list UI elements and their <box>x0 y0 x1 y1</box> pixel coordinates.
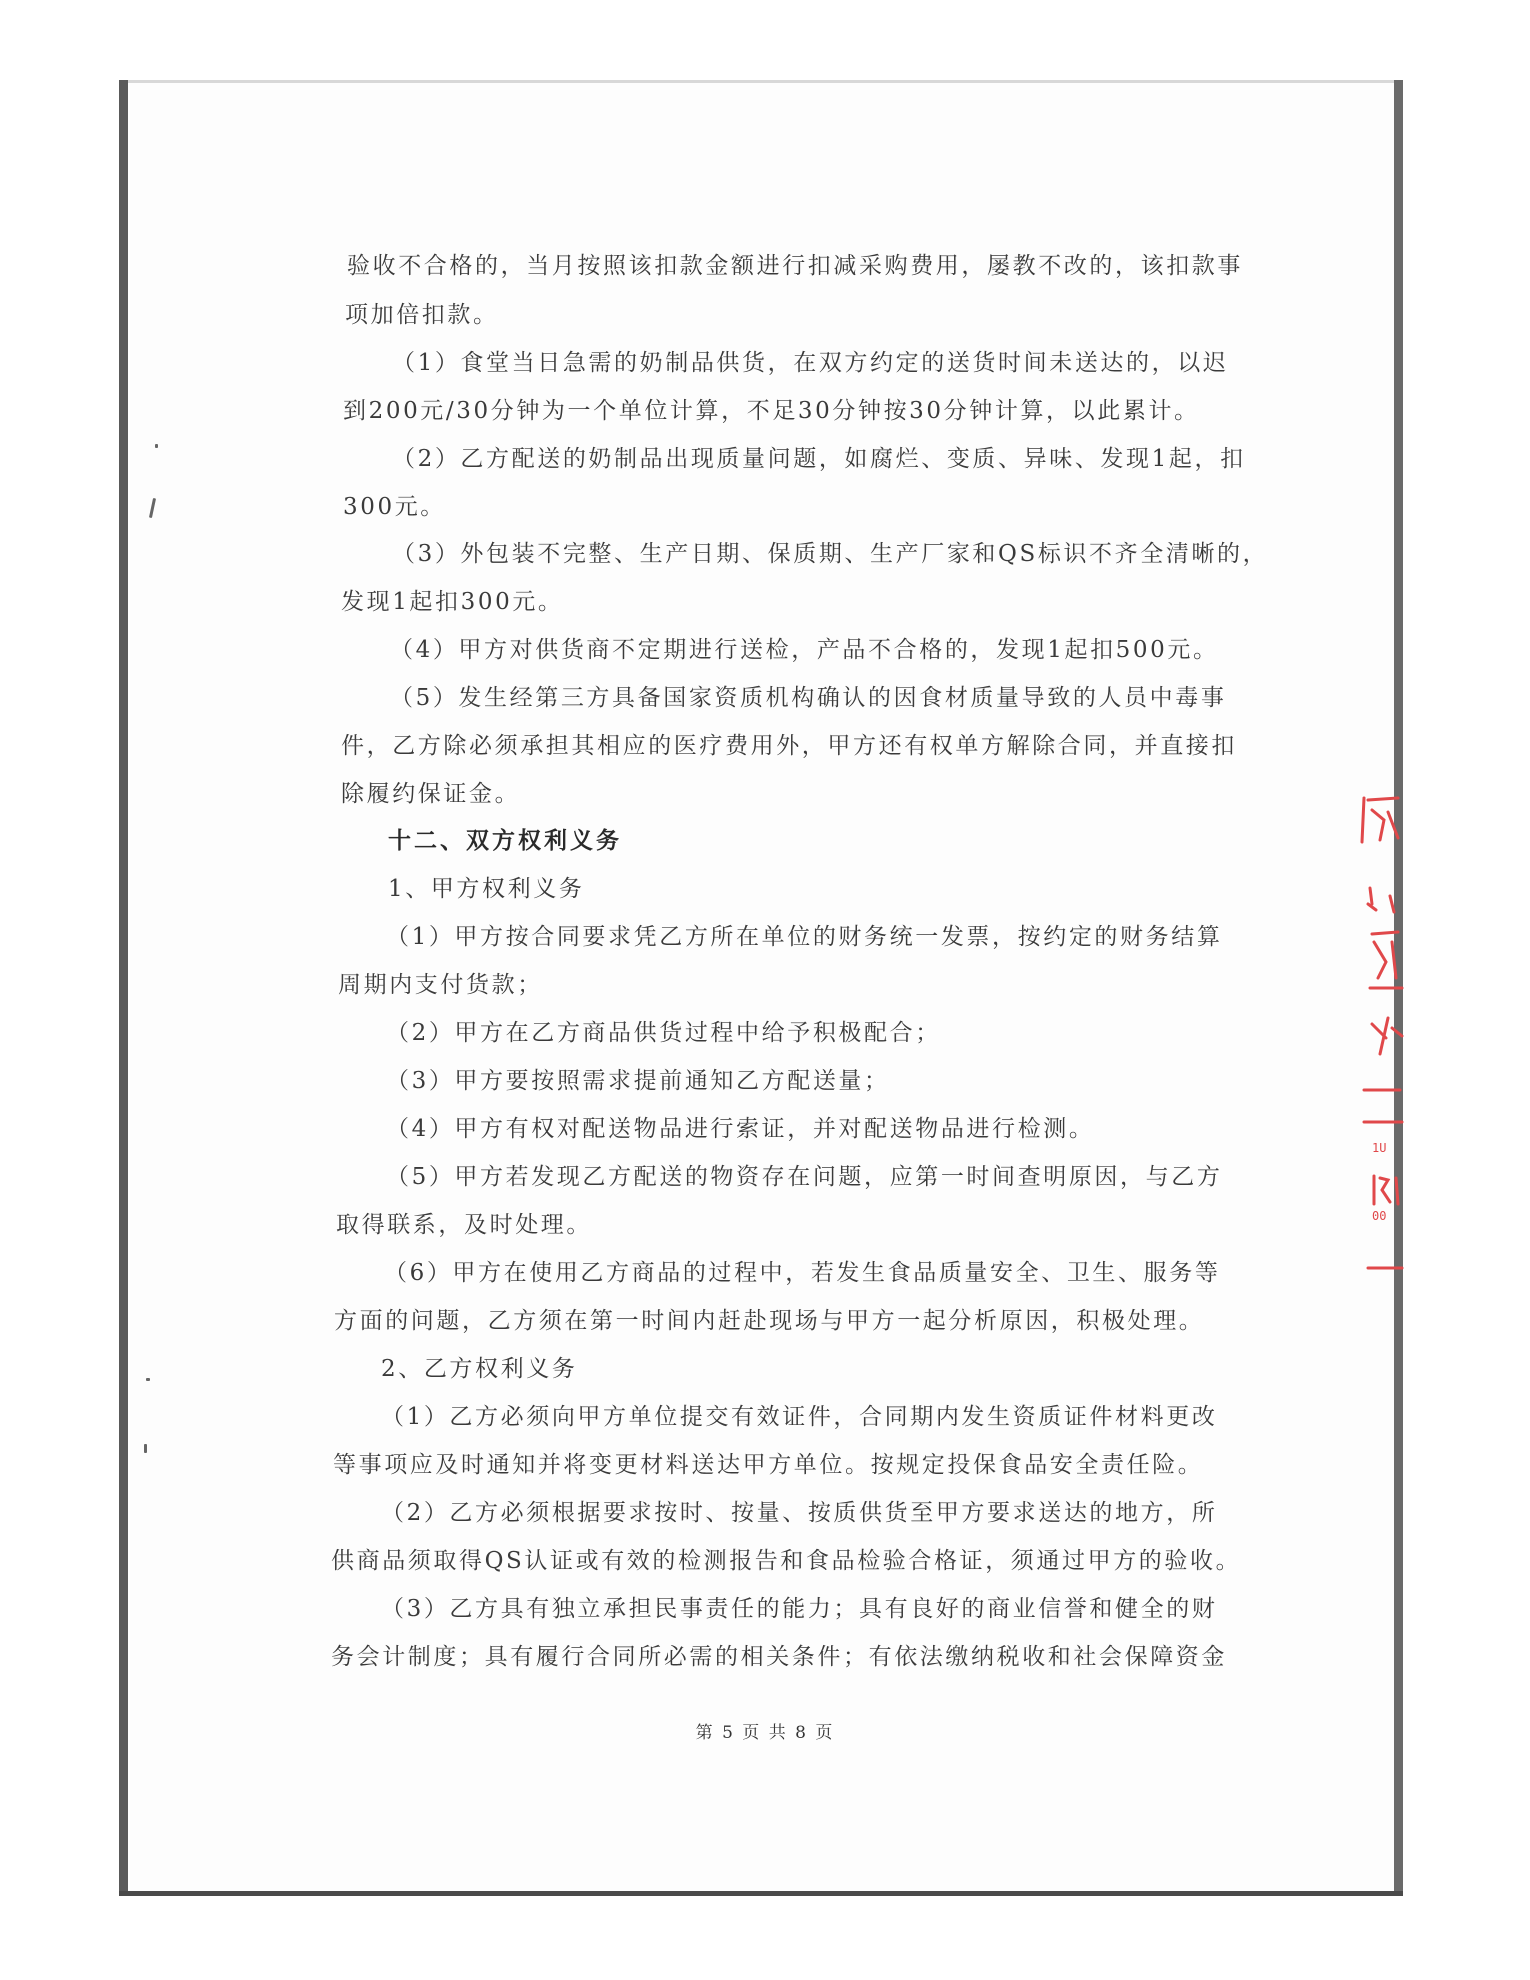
text-line: 周期内支付货款； <box>338 972 543 998</box>
red-seal-stamp <box>1358 792 1408 1332</box>
text-line: 方面的问题，乙方须在第一时间内赶赴现场与甲方一起分析原因，积极处理。 <box>334 1308 1205 1334</box>
text-line: （3）外包装不完整、生产日期、保质期、生产厂家和QS标识不齐全清晰的， <box>392 541 1269 567</box>
section-heading: 十二、双方权利义务 <box>388 827 622 854</box>
text-line: （2）甲方在乙方商品供货过程中给予积极配合； <box>386 1020 941 1046</box>
text-line: 项加倍扣款。 <box>345 302 499 328</box>
page-footer: 第 5 页 共 8 页 <box>695 1723 835 1743</box>
text-line: 验收不合格的，当月按照该扣款金额进行扣减采购费用，屡教不改的，该扣款事 <box>347 253 1243 279</box>
text-line: （4）甲方有权对配送物品进行索证，并对配送物品进行检测。 <box>386 1116 1095 1142</box>
text-line: （3）甲方要按照需求提前通知乙方配送量； <box>386 1068 890 1094</box>
text-line: 发现1起扣300元。 <box>341 589 564 615</box>
text-line: 务会计制度；具有履行合同所必需的相关条件；有依法缴纳税收和社会保障资金 <box>331 1644 1227 1670</box>
text-line: 供商品须取得QS认证或有效的检测报告和食品检验合格证，须通过甲方的验收。 <box>331 1548 1242 1574</box>
text-line: 到200元/30分钟为一个单位计算，不足30分钟按30分钟计算，以此累计。 <box>343 398 1200 424</box>
text-line: 300元。 <box>343 494 446 520</box>
subsection-heading: 2、乙方权利义务 <box>381 1356 578 1382</box>
svg-text:1U: 1U <box>1372 1141 1387 1155</box>
text-line: （2）乙方必须根据要求按时、按量、按质供货至甲方要求送达的地方，所 <box>381 1500 1218 1526</box>
scan-left-edge <box>119 80 128 1895</box>
text-line: 等事项应及时通知并将变更材料送达甲方单位。按规定投保食品安全责任险。 <box>333 1452 1204 1478</box>
text-line: （1）乙方必须向甲方单位提交有效证件，合同期内发生资质证件材料更改 <box>381 1404 1218 1430</box>
text-line: （2）乙方配送的奶制品出现质量问题，如腐烂、变质、异味、发现1起，扣 <box>392 446 1246 472</box>
text-line: （5）发生经第三方具备国家资质机构确认的因食材质量导致的人员中毒事 <box>390 685 1227 711</box>
scan-speck <box>144 1444 147 1453</box>
text-line: 取得联系，及时处理。 <box>336 1212 592 1238</box>
text-line: （1）甲方按合同要求凭乙方所在单位的财务统一发票，按约定的财务结算 <box>386 924 1223 950</box>
text-line: （4）甲方对供货商不定期进行送检，产品不合格的，发现1起扣500元。 <box>390 637 1219 663</box>
text-line: 除履约保证金。 <box>341 781 521 807</box>
subsection-heading: 1、甲方权利义务 <box>388 876 585 902</box>
text-line: 件，乙方除必须承担其相应的医疗费用外，甲方还有权单方解除合同，并直接扣 <box>341 733 1237 759</box>
text-line: （1）食堂当日急需的奶制品供货，在双方约定的送货时间未送达的，以迟 <box>392 350 1229 376</box>
text-line: （6）甲方在使用乙方商品的过程中，若发生食品质量安全、卫生、服务等 <box>384 1260 1221 1286</box>
text-line: （3）乙方具有独立承担民事责任的能力；具有良好的商业信誉和健全的财 <box>381 1596 1218 1622</box>
scan-bottom-edge <box>119 1891 1403 1896</box>
scan-speck <box>155 444 158 448</box>
svg-text:00: 00 <box>1372 1209 1387 1223</box>
scan-speck <box>146 1378 150 1381</box>
text-line: （5）甲方若发现乙方配送的物资存在问题，应第一时间查明原因，与乙方 <box>386 1164 1223 1190</box>
